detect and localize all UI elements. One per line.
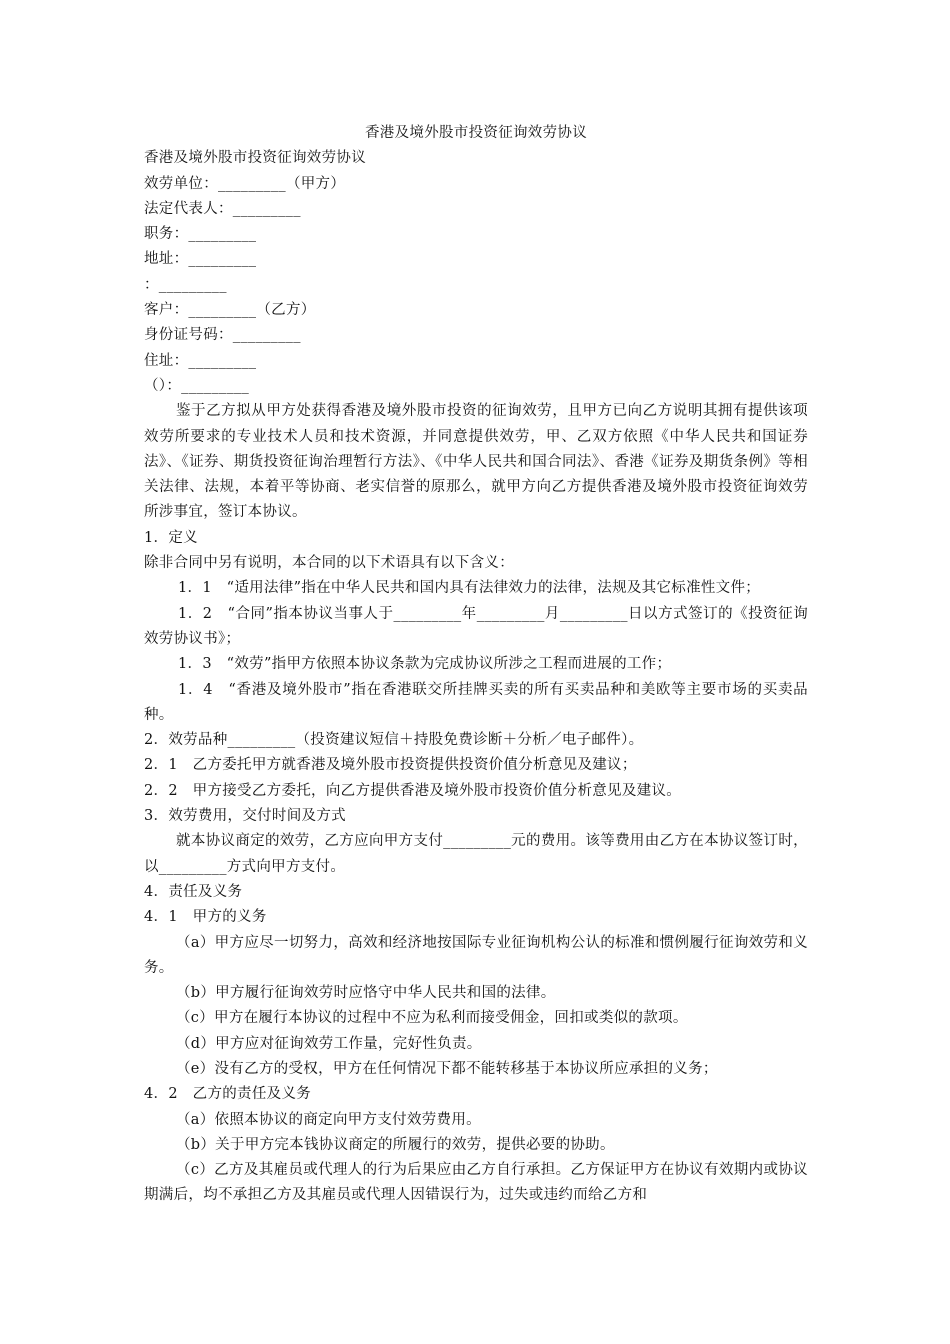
field-blank: ：_________ xyxy=(144,276,227,293)
clause-4-1-e: （e）没有乙方的受权，甲方在任何情况下都不能转移基于本协议所应承担的义务； xyxy=(176,1060,718,1077)
field-client: 客户：_________（乙方） xyxy=(144,302,316,319)
clause-1-4: 1．4 “香港及境外股市”指在香港联交所挂牌买卖的所有买卖品种和美欧等主要市场的买卖品种。 xyxy=(144,681,808,723)
section-2-heading: 2．效劳品种_________（投资建议短信＋持股免费诊断＋分析／电子邮件）。 xyxy=(144,732,644,749)
field-address: 地址：_________ xyxy=(144,251,257,268)
section-1-heading: 1．定义 xyxy=(144,529,198,546)
section-1-intro: 除非合同中另有说明，本合同的以下术语具有以下含义： xyxy=(144,555,514,572)
section-3-body: 就本协议商定的效劳，乙方应向甲方支付_________元的费用。该等费用由乙方在本协议签订时，以_________方式向甲方支付。 xyxy=(144,833,808,875)
clause-4-2-c: （c）乙方及其雇员或代理人的行为后果应由乙方自行承担。乙方保证甲方在协议有效期内或协议期满后，均不承担乙方及其雇员或代理人因错误行为，过失或违约而给乙方和 xyxy=(144,1162,808,1204)
clause-4-2-b: （b）关于甲方完本钱协议商定的所履行的效劳，提供必要的协助。 xyxy=(176,1136,615,1153)
field-position: 职务：_________ xyxy=(144,226,257,243)
section-3-heading: 3．效劳费用，交付时间及方式 xyxy=(144,808,346,825)
clause-4-1-a: （a）甲方应尽一切努力，高效和经济地按国际专业征询机构公认的标准和惯例履行征询效劳和义务。 xyxy=(144,934,808,976)
clause-1-1: 1．1 “适用法律”指在中华人民共和国内具有法律效力的法律，法规及其它标准性文件； xyxy=(178,580,761,597)
field-other: （）：_________ xyxy=(144,377,250,394)
field-residence: 住址：_________ xyxy=(144,352,257,369)
preamble-paragraph: 鉴于乙方拟从甲方处获得香港及境外股市投资的征询效劳，且甲方已向乙方说明其拥有提供该项效劳所要求的专业技术人员和技术资源，并同意提供效劳，甲、乙双方依照《中华人民共和国证券法》、《证券、期货投资征询治理暂行方法》、《中华人民共和国合同法》、香港《证券及期货条例》等相关法律、法规，本着平等协商、老实信誉的原那么，就甲方向乙方提供香港及境外股市投资征询效劳所涉事宜，签订本协议。 xyxy=(144,403,808,521)
section-4-heading: 4．责任及义务 xyxy=(144,883,243,900)
section-4-1-heading: 4．1 甲方的义务 xyxy=(144,909,267,926)
clause-4-2-a: （a）依照本协议的商定向甲方支付效劳费用。 xyxy=(176,1111,481,1128)
clause-4-1-c: （c）甲方在履行本协议的过程中不应为私利而接受佣金，回扣或类似的款项。 xyxy=(176,1010,688,1027)
clause-4-1-d: （d）甲方应对征询效劳工作量，完好性负责。 xyxy=(176,1035,482,1052)
clause-2-2: 2．2 甲方接受乙方委托，向乙方提供香港及境外股市投资价值分析意见及建议。 xyxy=(144,782,682,799)
clause-1-2: 1．2 “合同”指本协议当事人于_________年_________月_________日以方式签订的《投资征询效劳协议书》； xyxy=(144,605,808,647)
clause-4-1-b: （b）甲方履行征询效劳时应恪守中华人民共和国的法律。 xyxy=(176,985,556,1002)
document-subtitle: 香港及境外股市投资征询效劳协议 xyxy=(144,150,366,167)
document-body xyxy=(144,121,808,1209)
document-title: 香港及境外股市投资征询效劳协议 xyxy=(365,125,587,141)
clause-2-1: 2．1 乙方委托甲方就香港及境外股市投资提供投资价值分析意见及建议； xyxy=(144,757,637,774)
section-4-2-heading: 4．2 乙方的责任及义务 xyxy=(144,1086,312,1103)
clause-1-3: 1．3 “效劳”指甲方依照本协议条款为完成协议所涉之工程而进展的工作； xyxy=(178,656,672,673)
field-service-unit: 效劳单位：_________（甲方） xyxy=(144,175,346,192)
field-id-number: 身份证号码：_________ xyxy=(144,327,301,344)
field-legal-representative: 法定代表人：_________ xyxy=(144,200,301,217)
